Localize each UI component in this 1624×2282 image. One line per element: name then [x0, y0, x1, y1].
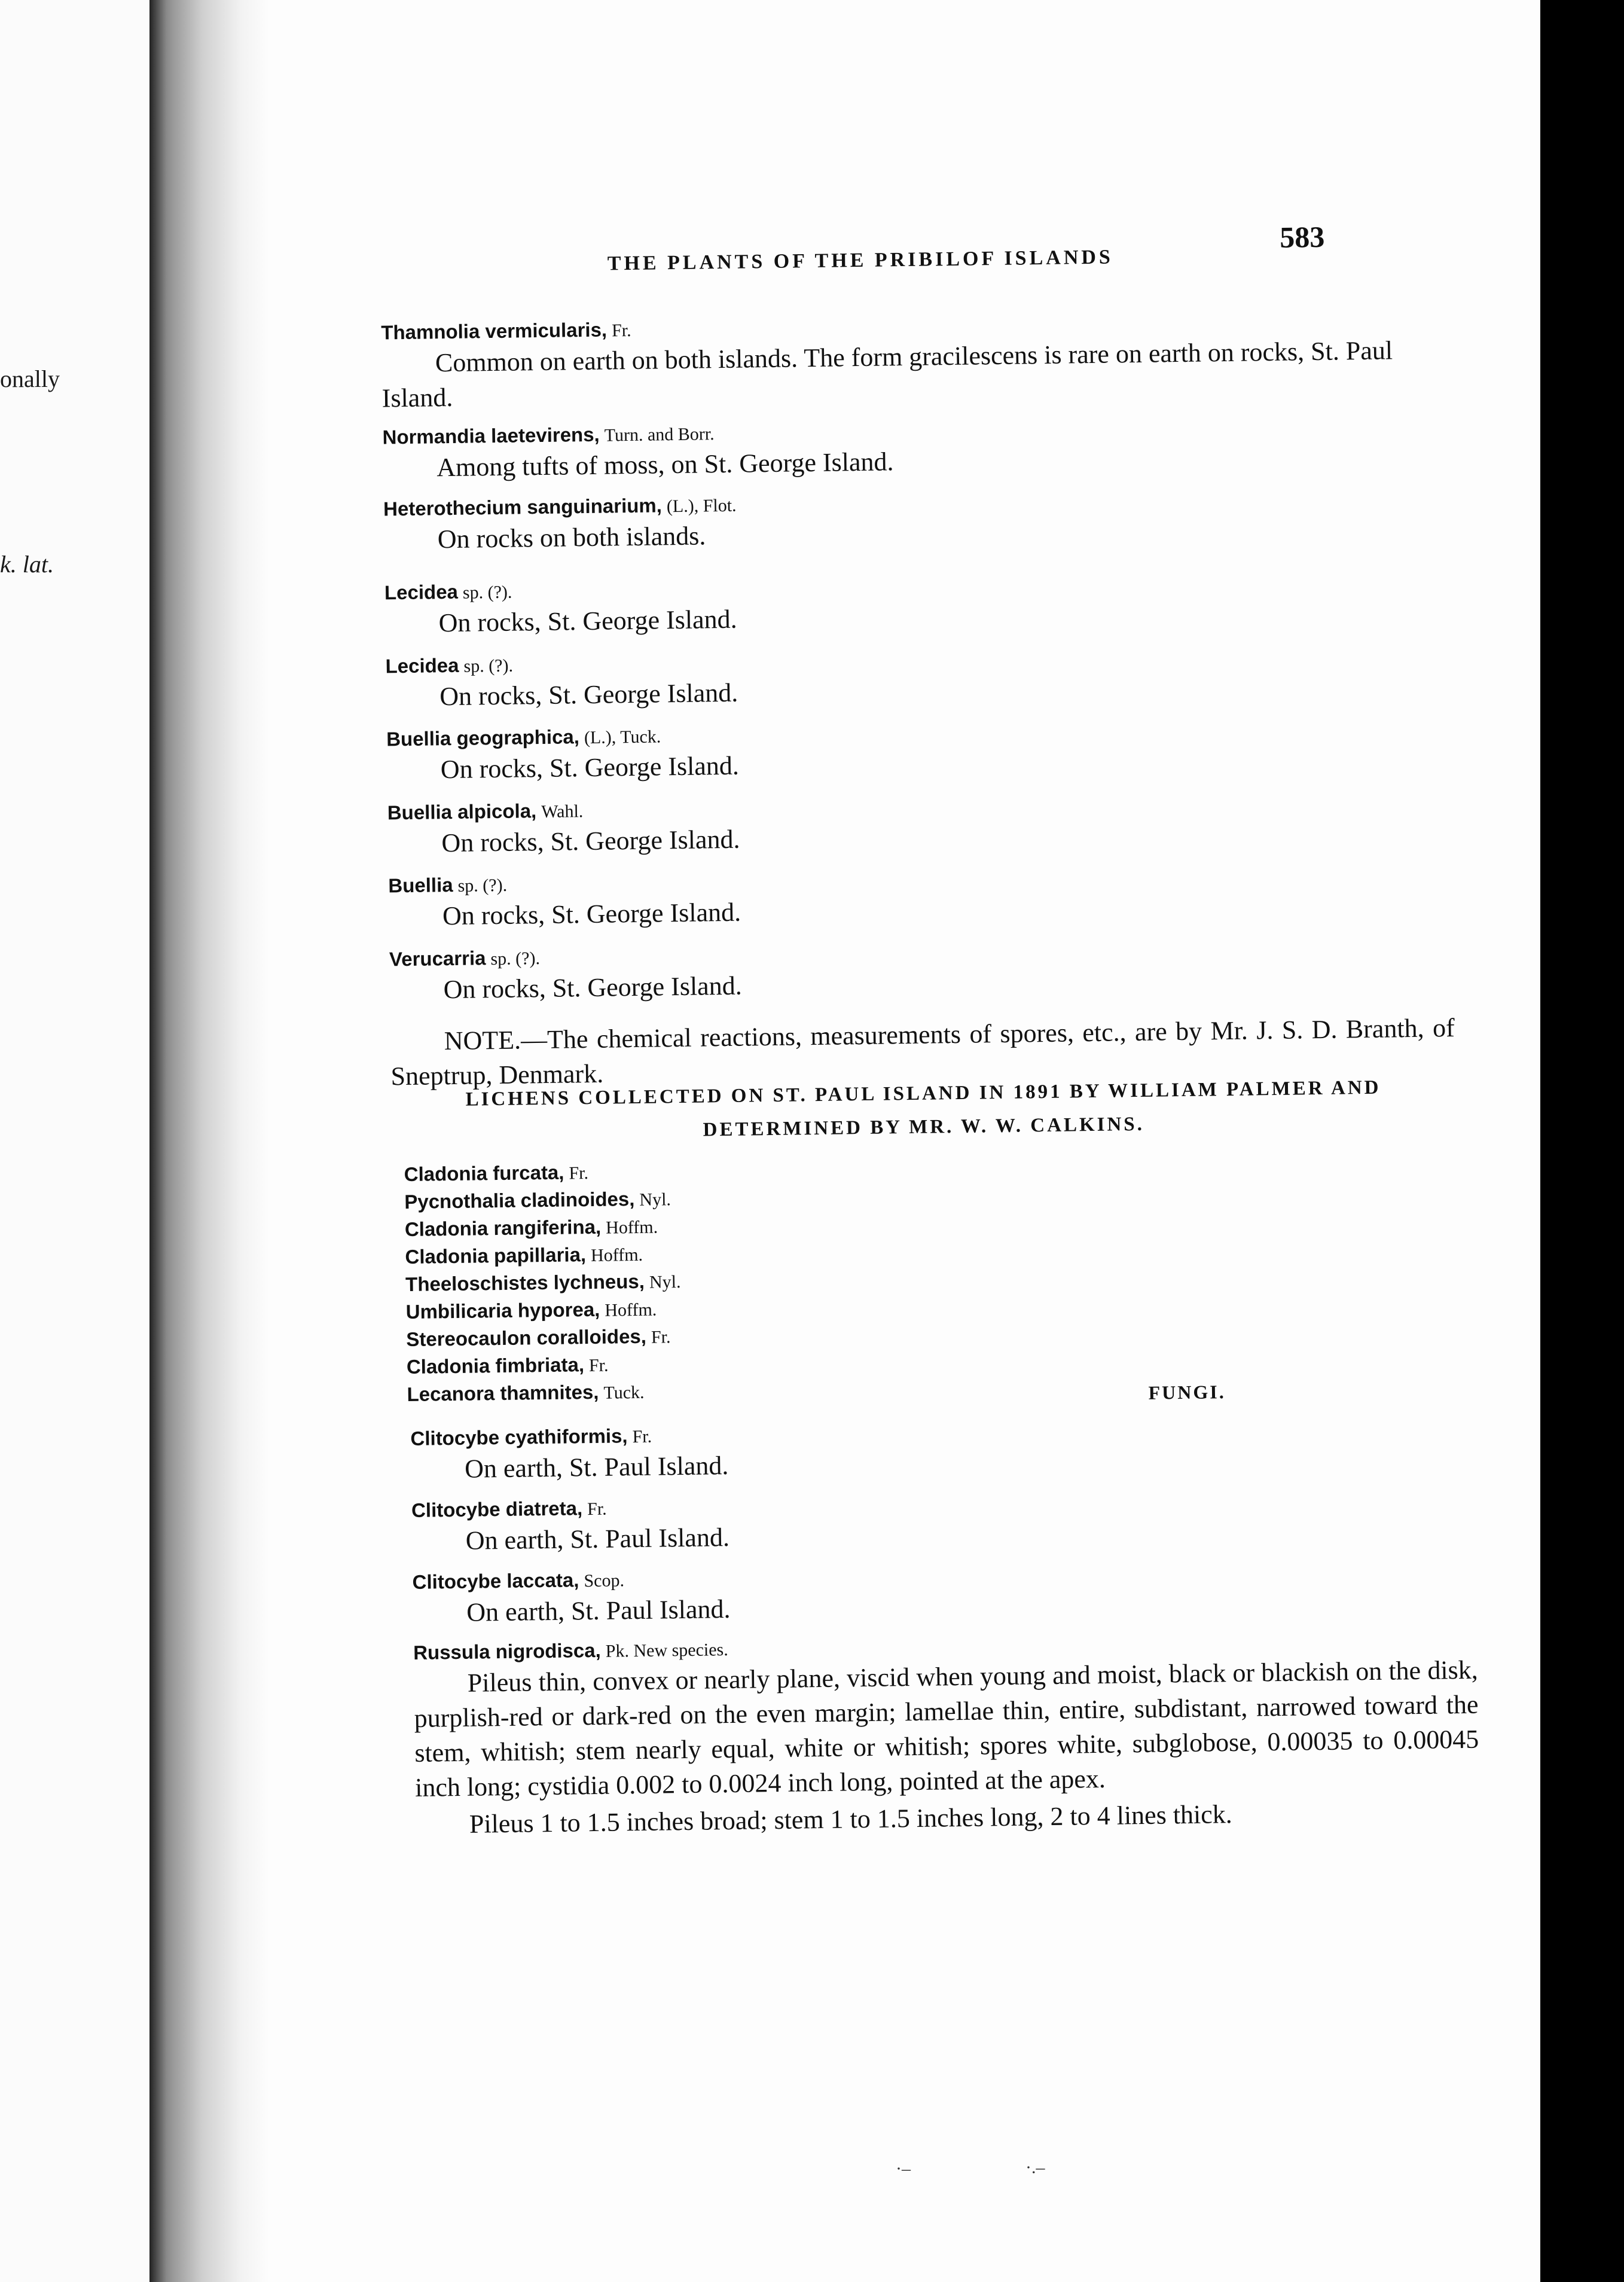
scan-border	[1540, 0, 1624, 2282]
list-item: Umbilicaria hyporea, Hoffm.	[405, 1298, 657, 1323]
species-authority: (L.), Tuck.	[584, 727, 661, 748]
species-entry	[387, 788, 1452, 861]
book-page	[173, 0, 1540, 2282]
list-item: Pycnothalia cladinoides, Nyl.	[404, 1188, 671, 1213]
species-description: On rocks, St. George Island.	[443, 971, 742, 1005]
species-description: On rocks, St. George Island.	[439, 678, 738, 712]
species-entry	[412, 1557, 1477, 1631]
species-authority: sp. (?).	[462, 582, 512, 603]
species-description: On rocks, St. George Island.	[438, 604, 737, 638]
left-page-text: onally	[0, 365, 60, 392]
species-entry	[384, 568, 1449, 641]
species-entry	[410, 1414, 1475, 1487]
fungi-heading: FUNGI.	[1148, 1381, 1226, 1404]
species-authority: Wahl.	[541, 801, 584, 822]
species-authority: Turn. and Borr.	[604, 424, 715, 446]
species-entry	[411, 1485, 1476, 1559]
species-entry	[385, 641, 1450, 715]
species-entry	[383, 484, 1448, 557]
species-authority: sp. (?).	[457, 875, 508, 896]
left-page-text: k. lat.	[0, 551, 54, 578]
list-item: Lecanora thamnites, Tuck.	[407, 1380, 645, 1406]
species-name: Buellia alpicola,	[387, 800, 537, 824]
species-name: Normandia laetevirens,	[382, 423, 600, 449]
species-entry	[389, 934, 1454, 1008]
species-name: Buellia	[388, 873, 453, 897]
species-description: On rocks, St. George Island.	[442, 897, 741, 931]
section-heading-line: DETERMINED BY MR. W. W. CALKINS.	[703, 1113, 1145, 1141]
species-name: Clitocybe diatreta,	[411, 1497, 583, 1521]
running-title: THE PLANTS OF THE PRIBILOF ISLANDS	[607, 246, 1114, 275]
species-name: Heterothecium sanguinarium,	[383, 494, 663, 520]
print-speck: ·.–	[1025, 2158, 1045, 2177]
list-item: Cladonia fimbriata, Fr.	[406, 1353, 609, 1378]
species-description: On earth, St. Paul Island.	[466, 1594, 731, 1627]
species-entry	[382, 412, 1447, 486]
lichens-section-heading	[391, 1070, 1456, 1151]
species-description: On earth, St. Paul Island.	[464, 1451, 729, 1484]
list-item: Cladonia rangiferina, Hoffm.	[404, 1215, 658, 1241]
species-description: On earth, St. Paul Island.	[465, 1523, 730, 1555]
species-entry	[386, 714, 1451, 788]
species-description: On rocks, St. George Island.	[440, 751, 740, 785]
section-heading-line: LICHENS COLLECTED ON ST. PAUL ISLAND IN 1891 BY WILLIAM PALMER AND	[465, 1076, 1381, 1111]
species-entry	[388, 861, 1453, 934]
species-authority: Pk. New species.	[605, 1640, 728, 1661]
page-number: 583	[1279, 219, 1325, 254]
species-name: Clitocybe laccata,	[412, 1569, 579, 1593]
species-name: Lecidea	[385, 654, 459, 678]
list-item: Stereocaulon coralloides, Fr.	[406, 1325, 671, 1351]
list-item: Cladonia papillaria, Hoffm.	[405, 1243, 643, 1268]
species-name: Verucarria	[389, 947, 486, 971]
page-content	[263, 0, 1540, 2282]
left-page-fragment	[0, 0, 161, 2282]
species-description: Among tufts of moss, on St. George Island.	[436, 447, 894, 483]
species-authority: Scop.	[584, 1570, 625, 1591]
list-item: Cladonia furcata, Fr.	[404, 1161, 589, 1186]
species-name: Buellia geographica,	[386, 725, 580, 751]
species-name: Thamnolia vermicularis,	[381, 318, 608, 344]
print-speck: ·‒	[896, 2159, 911, 2179]
species-description: On rocks on both islands.	[437, 521, 706, 554]
species-entry	[381, 307, 1446, 416]
species-authority: Fr.	[611, 320, 631, 341]
note-text: NOTE.—The chemical reactions, measurements of spores, etc., are by Mr. J. S. D. Branth, of Sneptrup, Denmark.	[390, 1013, 1455, 1091]
species-authority: Fr.	[587, 1499, 607, 1520]
species-description: On rocks, St. George Island.	[441, 824, 740, 858]
species-authority: sp. (?).	[463, 655, 514, 676]
species-authority: Fr.	[632, 1426, 652, 1447]
species-description: Common on earth on both islands. The form gracilescens is rare on earth on rocks, St. Paul Island.	[381, 335, 1393, 413]
species-authority: (L.), Flot.	[666, 495, 737, 517]
species-name: Russula nigrodisca,	[413, 1639, 602, 1664]
list-item: Theeloschistes lychneus, Nyl.	[405, 1270, 681, 1296]
species-description: Pileus thin, convex or nearly plane, viscid when young and moist, black or blackish on the disk, purplish-red or dark-red on the even margin; lamellae thin, entire, subdistant, narrowed toward the stem, whitish; stem nearly equal, white or whitish; spores white, subglobose, 0.00035 to 0.00045 inch long; cystidia 0.002 to 0.0024 inch long, pointed at the apex.	[414, 1655, 1479, 1802]
lichen-list	[404, 1154, 945, 1409]
species-authority: sp. (?).	[490, 948, 541, 969]
species-measurements: Pileus 1 to 1.5 inches broad; stem 1 to 1.5 inches long, 2 to 4 lines thick.	[469, 1799, 1233, 1839]
species-entry	[413, 1628, 1480, 1842]
species-name: Clitocybe cyathiformis,	[410, 1424, 628, 1450]
species-name: Lecidea	[384, 580, 459, 604]
